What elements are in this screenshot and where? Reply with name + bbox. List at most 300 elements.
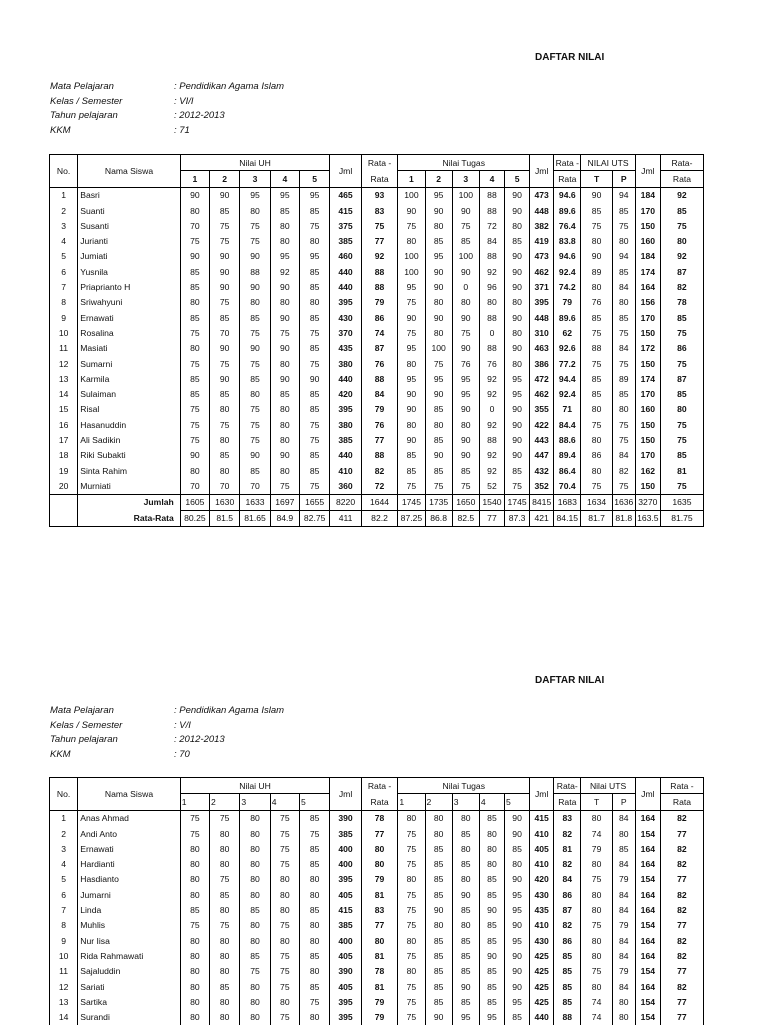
- grade-cell: 85: [425, 841, 452, 856]
- grade-cell: 95: [398, 279, 425, 294]
- col-uts-header: Nilai UTS: [581, 778, 635, 794]
- grade-cell: 80: [270, 994, 299, 1009]
- grade-cell: 75: [270, 964, 299, 979]
- grade-cell: 462: [530, 386, 554, 401]
- summary-cell: 82.2: [361, 510, 398, 526]
- grade-cell: 425: [530, 948, 554, 963]
- col-final-header-2: Rata: [660, 171, 703, 187]
- grade-cell: 82: [660, 279, 703, 294]
- grade-cell: 82: [660, 810, 703, 826]
- grade-cell: 75: [270, 478, 299, 494]
- grade-cell: 84: [554, 872, 581, 887]
- grade-cell: 80: [180, 933, 209, 948]
- grade-cell: 70.4: [554, 478, 581, 494]
- grade-cell: 75: [425, 478, 452, 494]
- grade-cell: 85: [299, 448, 329, 463]
- grade-cell: 80: [270, 872, 299, 887]
- grade-cell: 95: [270, 187, 299, 203]
- grade-cell: 90: [505, 310, 530, 325]
- grade-cell: 62: [554, 325, 581, 340]
- grade-cell: 75: [180, 325, 209, 340]
- grade-cell: 85: [479, 964, 504, 979]
- grade-cell: 79: [361, 994, 398, 1009]
- student-name: Rida Rahmawati: [78, 948, 181, 963]
- sub-header: 1: [180, 171, 209, 187]
- grade-cell: 81: [660, 463, 703, 478]
- grade-cell: 95: [505, 371, 530, 386]
- grade-cell: 80: [240, 918, 270, 933]
- grade-cell: 85: [612, 264, 635, 279]
- grade-cell: 0: [479, 325, 504, 340]
- grade-cell: 85: [240, 948, 270, 963]
- grade-cell: 90: [505, 979, 530, 994]
- grade-cell: 85: [554, 994, 581, 1009]
- grade-cell: 83: [361, 203, 398, 218]
- grade-cell: 79: [612, 964, 635, 979]
- grade-cell: 80: [581, 463, 612, 478]
- grade-cell: 463: [530, 341, 554, 356]
- grade-cell: 75: [612, 432, 635, 447]
- grade-cell: 170: [635, 310, 660, 325]
- grade-cell: 92: [479, 371, 504, 386]
- grade-cell: 80: [425, 810, 452, 826]
- summary-cell: 1635: [660, 494, 703, 510]
- grade-cell: 75: [240, 417, 270, 432]
- grade-cell: 90: [505, 341, 530, 356]
- summary-cell: 1634: [581, 494, 612, 510]
- row-number: 20: [50, 478, 78, 494]
- grade-cell: 386: [530, 356, 554, 371]
- grade-cell: 95: [425, 187, 452, 203]
- student-name: Masiati: [78, 341, 181, 356]
- summary-cell: 84.15: [554, 510, 581, 526]
- grade-cell: 90: [240, 249, 270, 264]
- table-row: [50, 249, 704, 264]
- grade-cell: 85: [299, 402, 329, 417]
- grade-cell: 80: [180, 341, 209, 356]
- grade-cell: 184: [635, 187, 660, 203]
- sub-header: 2: [210, 794, 240, 810]
- student-name: Hasanuddin: [78, 417, 181, 432]
- grade-cell: 80: [660, 233, 703, 248]
- grade-cell: 405: [330, 887, 361, 902]
- table-row: [50, 402, 704, 417]
- meta-value: : Pendidikan Agama Islam: [174, 705, 285, 716]
- grade-cell: 87: [660, 371, 703, 386]
- grade-cell: 80: [398, 233, 425, 248]
- grade-cell: 85: [554, 948, 581, 963]
- grade-cell: 85: [180, 310, 209, 325]
- grade-cell: 85: [398, 463, 425, 478]
- grade-cell: 82: [554, 918, 581, 933]
- grade-cell: 70: [180, 218, 209, 233]
- grade-cell: 80: [452, 872, 479, 887]
- row-number: 3: [50, 841, 78, 856]
- student-name: Sumarni: [78, 356, 181, 371]
- table-row: [50, 233, 704, 248]
- grade-cell: 74: [581, 1009, 612, 1024]
- sub-header: 1: [180, 794, 209, 810]
- summary-cell: 1745: [505, 494, 530, 510]
- summary-cell: 82.5: [452, 510, 479, 526]
- grade-cell: 95: [452, 371, 479, 386]
- grade-cell: 80: [581, 432, 612, 447]
- grade-cell: 395: [330, 994, 361, 1009]
- grade-cell: 84: [612, 933, 635, 948]
- grade-cell: 90: [505, 448, 530, 463]
- grade-cell: 70: [210, 325, 240, 340]
- grade-cell: 80: [240, 994, 270, 1009]
- grade-cell: 75: [270, 948, 299, 963]
- grade-cell: 75: [299, 994, 329, 1009]
- grade-cell: 88: [479, 310, 504, 325]
- grade-cell: 85: [210, 887, 240, 902]
- grade-cell: 84: [612, 887, 635, 902]
- grade-cell: 75: [299, 417, 329, 432]
- table-row: [50, 1009, 704, 1024]
- grade-cell: 160: [635, 233, 660, 248]
- grade-cell: 84: [479, 233, 504, 248]
- col-rata-header-2: Rata: [361, 171, 398, 187]
- summary-cell: 87.25: [398, 510, 425, 526]
- grade-cell: 80: [180, 948, 209, 963]
- grade-cell: 80: [425, 218, 452, 233]
- sub-header: 4: [270, 171, 299, 187]
- meta-value: : 2012-2013: [174, 110, 225, 121]
- summary-cell: 81.7: [581, 510, 612, 526]
- row-number: 3: [50, 218, 78, 233]
- grade-cell: 78: [361, 810, 398, 826]
- grade-cell: 75: [210, 417, 240, 432]
- grade-cell: 77: [660, 872, 703, 887]
- grade-cell: 79: [361, 872, 398, 887]
- grade-cell: 88: [240, 264, 270, 279]
- grade-cell: 174: [635, 264, 660, 279]
- grade-cell: 80: [452, 295, 479, 310]
- grade-cell: 75: [660, 325, 703, 340]
- summary-cell: 411: [330, 510, 361, 526]
- grade-cell: 430: [530, 933, 554, 948]
- grade-cell: 80: [240, 386, 270, 401]
- grade-cell: 95: [270, 249, 299, 264]
- grade-cell: 85: [479, 918, 504, 933]
- grade-cell: 77: [660, 994, 703, 1009]
- row-number: 14: [50, 386, 78, 401]
- student-name: Ernawati: [78, 310, 181, 325]
- grade-cell: 95: [452, 386, 479, 401]
- grade-cell: 75: [581, 478, 612, 494]
- grade-cell: 85: [479, 979, 504, 994]
- grade-cell: 76.4: [554, 218, 581, 233]
- grade-cell: 85: [299, 979, 329, 994]
- grade-cell: 80: [270, 402, 299, 417]
- grade-cell: 164: [635, 887, 660, 902]
- grade-cell: 81: [361, 948, 398, 963]
- grade-cell: 80: [180, 295, 209, 310]
- row-number: 11: [50, 341, 78, 356]
- grade-cell: 75: [299, 218, 329, 233]
- grade-cell: 85: [425, 432, 452, 447]
- grade-cell: 80: [581, 933, 612, 948]
- student-name: Suanti: [78, 203, 181, 218]
- grade-cell: 90: [452, 341, 479, 356]
- grade-cell: 80: [425, 918, 452, 933]
- grade-cell: 85: [425, 979, 452, 994]
- grade-cell: 400: [330, 856, 361, 871]
- grade-cell: 82: [660, 841, 703, 856]
- grade-cell: 370: [330, 325, 361, 340]
- grade-cell: 80: [452, 810, 479, 826]
- grade-cell: 80: [270, 902, 299, 917]
- grade-cell: 85: [299, 902, 329, 917]
- col-jml-header: Jml: [635, 155, 660, 188]
- grade-cell: 80: [240, 826, 270, 841]
- grade-cell: 75: [240, 218, 270, 233]
- row-number: 18: [50, 448, 78, 463]
- grade-cell: 75: [270, 979, 299, 994]
- grade-cell: 90: [425, 448, 452, 463]
- meta-value: : Pendidikan Agama Islam: [174, 81, 285, 92]
- grade-cell: 90: [505, 187, 530, 203]
- grade-cell: 92: [270, 264, 299, 279]
- row-number: 9: [50, 933, 78, 948]
- grade-cell: 90: [452, 264, 479, 279]
- student-name: Nur Iisa: [78, 933, 181, 948]
- grade-cell: 85: [180, 279, 209, 294]
- grade-cell: 150: [635, 325, 660, 340]
- grade-cell: 75: [180, 356, 209, 371]
- grade-cell: 75: [240, 325, 270, 340]
- table-row: [50, 295, 704, 310]
- grade-cell: 405: [330, 948, 361, 963]
- grade-cell: 80: [581, 233, 612, 248]
- grade-cell: 79: [581, 841, 612, 856]
- grade-cell: 90: [240, 448, 270, 463]
- grade-cell: 92: [479, 448, 504, 463]
- grade-cell: 80: [240, 887, 270, 902]
- row-number: 9: [50, 310, 78, 325]
- grade-cell: 76: [452, 356, 479, 371]
- grade-cell: 80: [210, 841, 240, 856]
- grade-cell: 80: [505, 356, 530, 371]
- table-row: [50, 933, 704, 948]
- grade-cell: 473: [530, 187, 554, 203]
- grade-cell: 80: [581, 979, 612, 994]
- grade-cell: 425: [530, 979, 554, 994]
- grade-cell: 82: [554, 826, 581, 841]
- table-row: [50, 856, 704, 871]
- total-row: [50, 494, 704, 510]
- col-uts-header: NILAI UTS: [581, 155, 635, 171]
- grade-cell: 79: [612, 918, 635, 933]
- grade-cell: 85: [479, 872, 504, 887]
- grade-cell: 80: [581, 856, 612, 871]
- grade-cell: 80: [270, 432, 299, 447]
- grade-cell: 88: [361, 279, 398, 294]
- col-rata-header-2: Rata: [554, 171, 581, 187]
- grade-cell: 100: [398, 264, 425, 279]
- grade-cell: 380: [330, 417, 361, 432]
- row-number: 2: [50, 826, 78, 841]
- table-row: [50, 810, 704, 826]
- grade-cell: 80: [270, 887, 299, 902]
- student-name: Riki Subakti: [78, 448, 181, 463]
- col-uh-header: Nilai UH: [180, 155, 330, 171]
- grade-cell: 85: [425, 948, 452, 963]
- grade-cell: 154: [635, 994, 660, 1009]
- student-name: Yusnila: [78, 264, 181, 279]
- row-number: 15: [50, 402, 78, 417]
- grade-cell: 80: [398, 964, 425, 979]
- grade-cell: 90: [180, 249, 209, 264]
- meta-value: : 70: [174, 748, 190, 760]
- row-number: 10: [50, 948, 78, 963]
- grade-cell: 80: [299, 1009, 329, 1024]
- grade-cell: 80: [270, 295, 299, 310]
- summary-cell: 1650: [452, 494, 479, 510]
- summary-cell: 421: [530, 510, 554, 526]
- grade-cell: 90: [240, 279, 270, 294]
- grade-cell: 75: [398, 826, 425, 841]
- grade-cell: 72: [479, 218, 504, 233]
- summary-cell: 1683: [554, 494, 581, 510]
- grade-cell: 400: [330, 933, 361, 948]
- grade-cell: 90: [505, 249, 530, 264]
- row-number: 6: [50, 887, 78, 902]
- grade-cell: 85: [479, 810, 504, 826]
- table-row: [50, 432, 704, 447]
- grade-cell: 75: [210, 872, 240, 887]
- table-row: [50, 887, 704, 902]
- grade-cell: 85: [299, 264, 329, 279]
- grade-cell: 164: [635, 948, 660, 963]
- grade-cell: 80: [479, 856, 504, 871]
- grade-cell: 80: [240, 810, 270, 826]
- grade-cell: 90: [479, 902, 504, 917]
- grade-cell: 75: [270, 856, 299, 871]
- grade-cell: 85: [425, 872, 452, 887]
- row-number: 17: [50, 432, 78, 447]
- grade-cell: 80: [505, 218, 530, 233]
- grade-cell: 75: [398, 948, 425, 963]
- grade-cell: 86: [361, 310, 398, 325]
- summary-cell: 81.5: [210, 510, 240, 526]
- grade-cell: 80: [270, 417, 299, 432]
- grade-cell: 90: [425, 310, 452, 325]
- row-number: 2: [50, 203, 78, 218]
- grade-cell: 80: [240, 872, 270, 887]
- grade-cell: 79: [612, 872, 635, 887]
- student-name: Jumiati: [78, 249, 181, 264]
- grade-cell: 80: [398, 417, 425, 432]
- grade-cell: 385: [330, 233, 361, 248]
- grade-cell: 80: [612, 826, 635, 841]
- grade-cell: 80: [180, 1009, 209, 1024]
- grade-cell: 80: [210, 826, 240, 841]
- col-rata-header: Rata -: [361, 778, 398, 794]
- grade-cell: 75: [612, 356, 635, 371]
- grade-cell: 92.4: [554, 264, 581, 279]
- sub-header: 3: [240, 171, 270, 187]
- grade-cell: 80: [612, 994, 635, 1009]
- grade-cell: 90: [270, 448, 299, 463]
- grade-cell: 440: [530, 1009, 554, 1024]
- col-jml-header: Jml: [330, 778, 361, 811]
- grade-cell: 90: [452, 203, 479, 218]
- grade-cell: 88: [479, 187, 504, 203]
- grade-cell: 76: [361, 356, 398, 371]
- grade-cell: 443: [530, 432, 554, 447]
- grade-cell: 80: [452, 417, 479, 432]
- grade-cell: 85: [180, 264, 209, 279]
- grade-cell: 415: [330, 203, 361, 218]
- grade-cell: 85: [425, 964, 452, 979]
- grade-cell: 170: [635, 448, 660, 463]
- grade-cell: 95: [505, 933, 530, 948]
- table-row: [50, 341, 704, 356]
- col-no-header: No.: [50, 778, 78, 811]
- table-row: [50, 872, 704, 887]
- grade-cell: 74: [581, 826, 612, 841]
- grade-cell: 93: [361, 187, 398, 203]
- student-name: Sariati: [78, 979, 181, 994]
- grade-cell: 85: [180, 902, 209, 917]
- grade-cell: 425: [530, 964, 554, 979]
- grade-cell: 81: [361, 887, 398, 902]
- grade-cell: 76: [361, 417, 398, 432]
- grade-cell: 90: [425, 386, 452, 401]
- grade-cell: 154: [635, 918, 660, 933]
- grade-cell: 75: [398, 295, 425, 310]
- sub-header: 2: [425, 171, 452, 187]
- grade-cell: 395: [530, 295, 554, 310]
- grade-cell: 90: [505, 279, 530, 294]
- student-name: Hardianti: [78, 856, 181, 871]
- sub-header: 1: [398, 171, 425, 187]
- grade-cell: 87: [361, 341, 398, 356]
- grade-cell: 440: [330, 279, 361, 294]
- grade-cell: 75: [180, 918, 209, 933]
- grade-cell: 82: [660, 887, 703, 902]
- summary-cell: 1633: [240, 494, 270, 510]
- grade-cell: 75: [270, 841, 299, 856]
- table-row: [50, 386, 704, 401]
- grade-cell: 89.6: [554, 203, 581, 218]
- table-row: [50, 994, 704, 1009]
- grade-cell: 184: [635, 249, 660, 264]
- table-row: [50, 203, 704, 218]
- grade-cell: 85: [299, 810, 329, 826]
- grade-cell: 94.4: [554, 371, 581, 386]
- grade-cell: 92: [479, 417, 504, 432]
- grade-cell: 80: [180, 856, 209, 871]
- table-row: [50, 417, 704, 432]
- grade-cell: 95: [398, 371, 425, 386]
- grade-cell: 90: [398, 432, 425, 447]
- grade-cell: 75: [581, 964, 612, 979]
- table-row: [50, 948, 704, 963]
- grade-cell: 0: [479, 402, 504, 417]
- grade-cell: 85: [505, 1009, 530, 1024]
- grade-cell: 80: [180, 964, 209, 979]
- grade-cell: 75: [210, 295, 240, 310]
- grade-cell: 85: [660, 203, 703, 218]
- grade-cell: 77: [660, 826, 703, 841]
- grade-cell: 90: [505, 264, 530, 279]
- grade-cell: 82: [660, 856, 703, 871]
- summary-cell: 1630: [210, 494, 240, 510]
- row-number: 4: [50, 856, 78, 871]
